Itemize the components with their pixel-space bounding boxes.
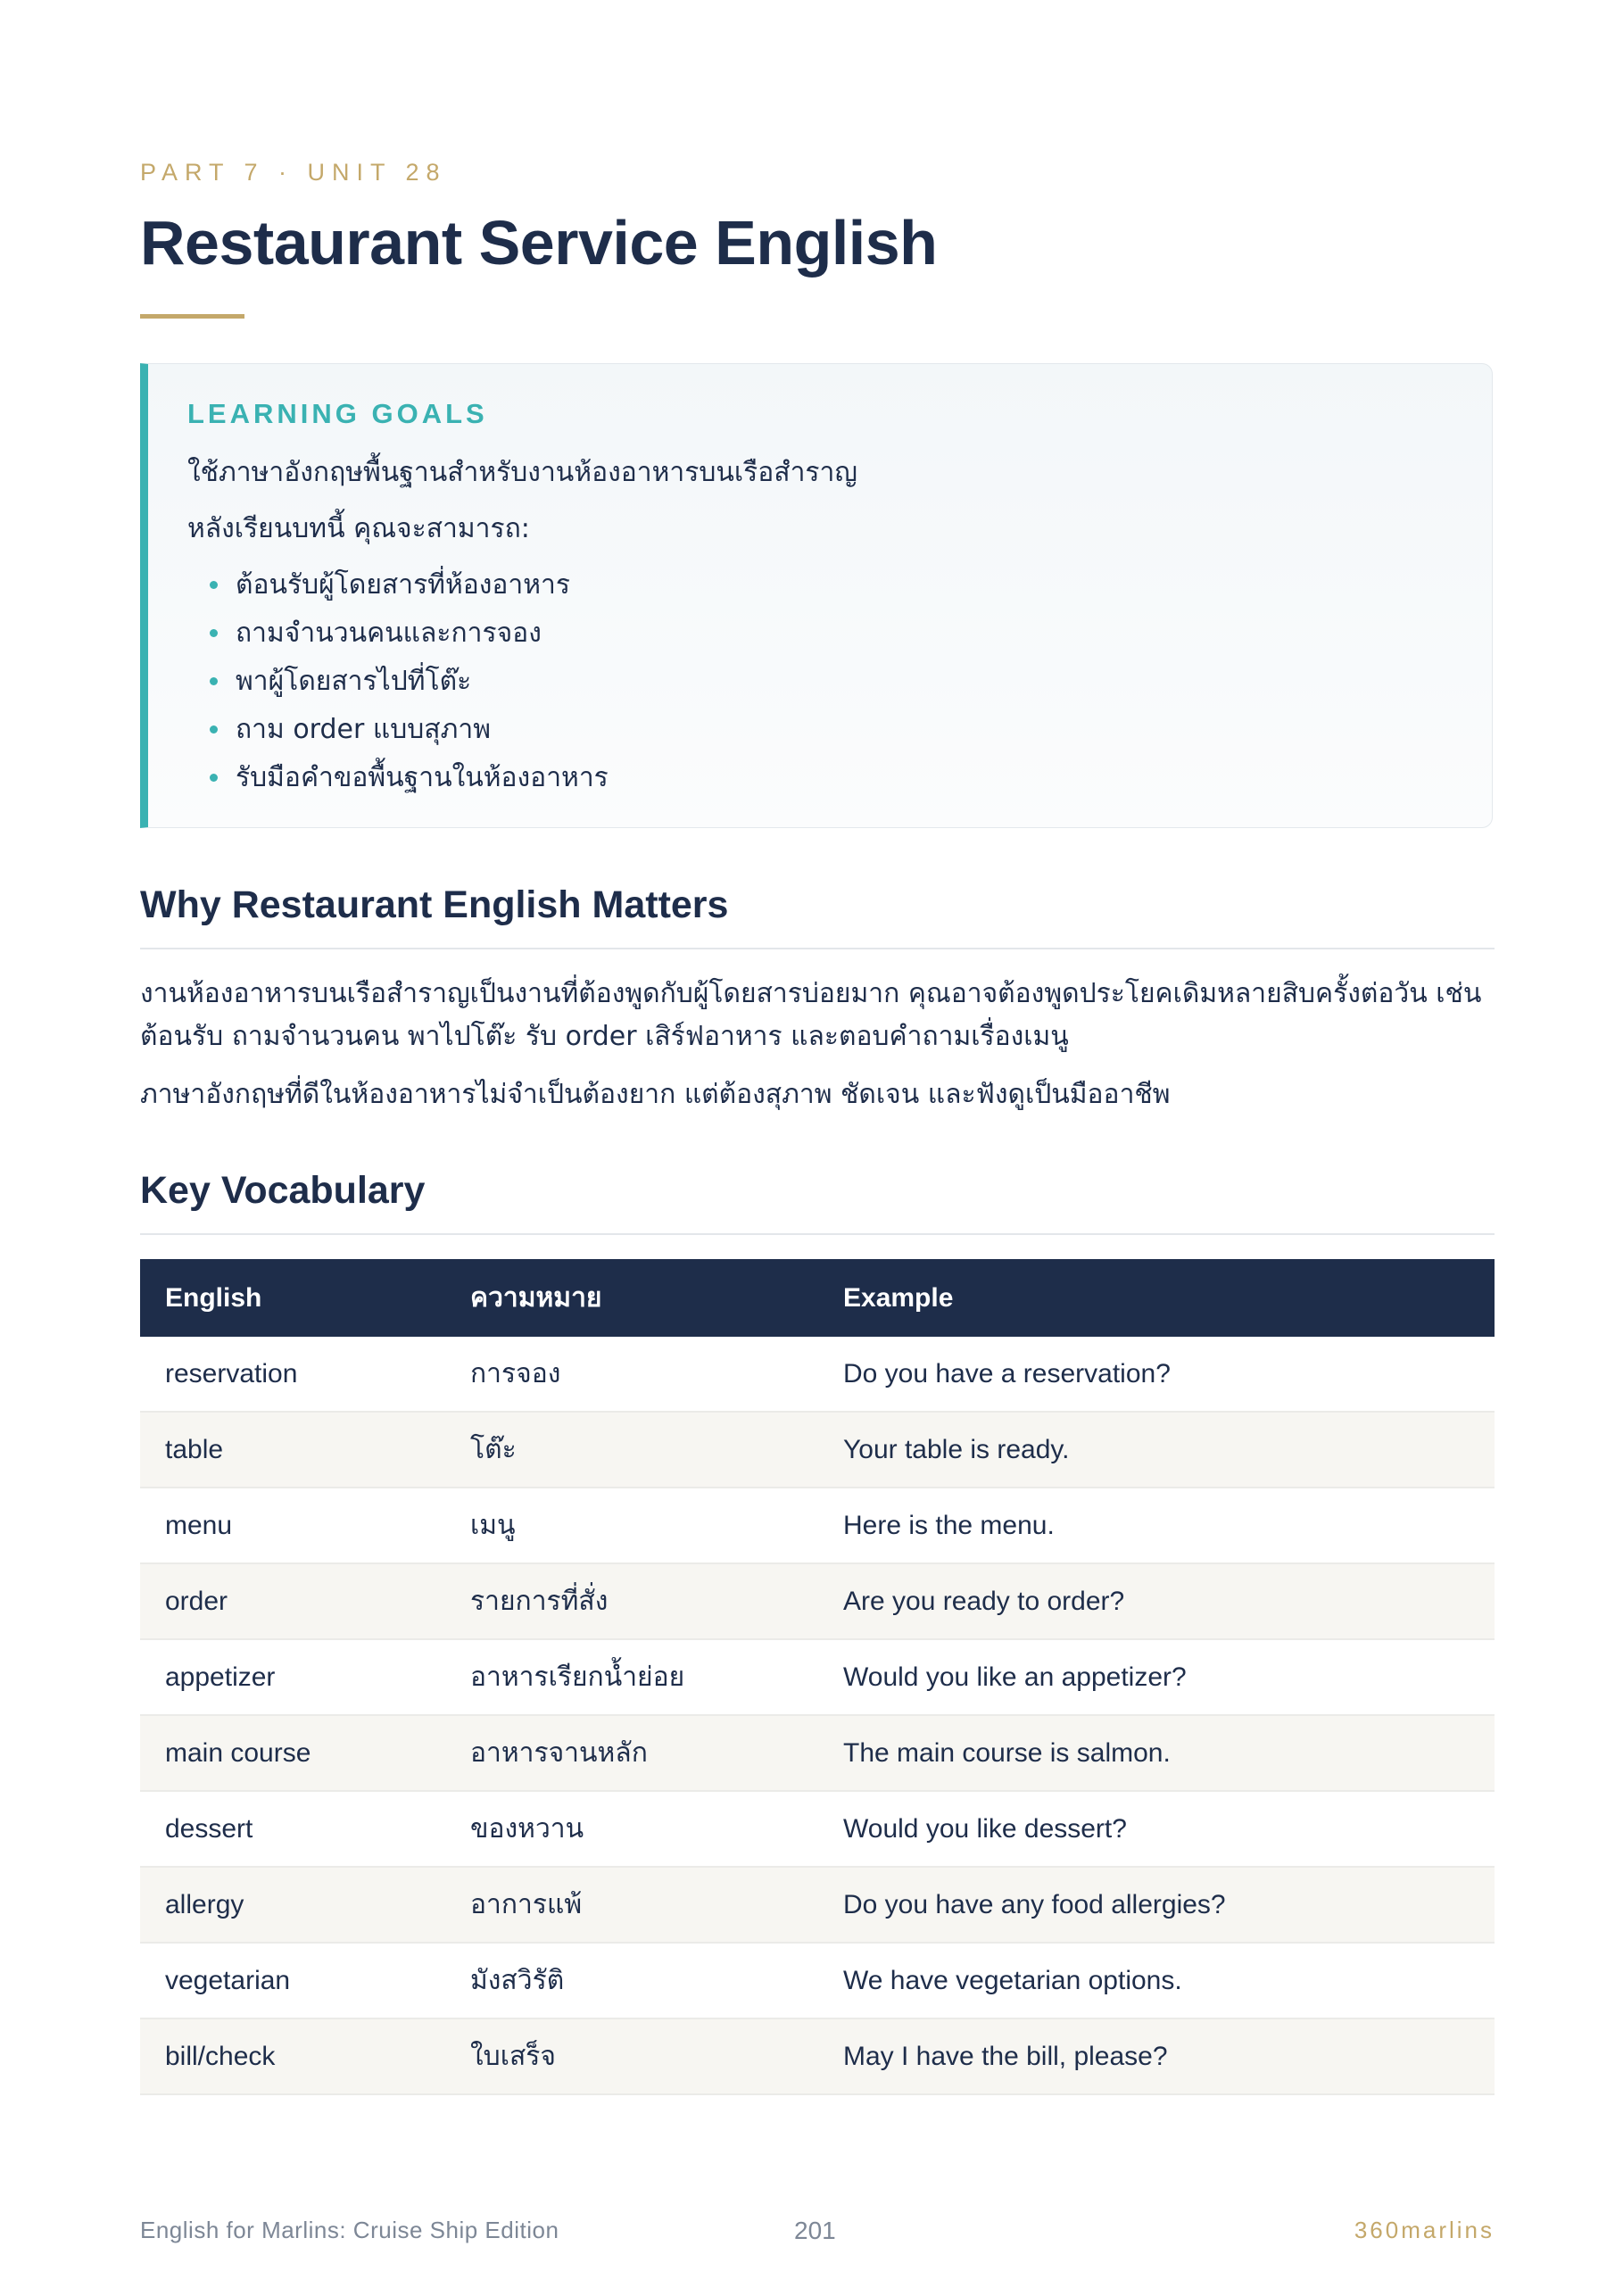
table-row [140, 1412, 1495, 1488]
list-item: ถามจำนวนคนและการจอง [187, 609, 609, 657]
bullet-dot-icon [210, 774, 218, 782]
table-row [140, 1563, 1495, 1639]
cell-english: table [140, 1412, 445, 1488]
bullet-dot-icon [210, 581, 218, 589]
cell-meaning: เมนู [445, 1488, 818, 1563]
cell-example: We have vegetarian options. [818, 1943, 1495, 2018]
table-row [140, 1943, 1495, 2018]
why-section-divider [140, 948, 1495, 949]
cell-example: The main course is salmon. [818, 1715, 1495, 1791]
list-item: พาผู้โดยสารไปที่โต๊ะ [187, 657, 609, 705]
learning-goals-intro: ใช้ภาษาอังกฤษพื้นฐานสำหรับงานห้องอาหารบนเรือสำราญ [187, 457, 857, 488]
cell-example: Are you ready to order? [818, 1563, 1495, 1639]
cell-meaning: ใบเสร็จ [445, 2018, 818, 2094]
part-unit-label: PART 7 · UNIT 28 [140, 159, 447, 186]
cell-example: Your table is ready. [818, 1412, 1495, 1488]
list-item: ถาม order แบบสุภาพ [187, 705, 609, 753]
cell-english: vegetarian [140, 1943, 445, 2018]
bullet-dot-icon [210, 629, 218, 637]
table-row [140, 1639, 1495, 1715]
table-row [140, 1337, 1495, 1412]
vocab-section-divider [140, 1233, 1495, 1235]
footer-page-number: 201 [794, 2217, 836, 2244]
vocabulary-table [140, 1259, 1495, 2095]
learning-goals-box [140, 363, 1493, 828]
column-header-meaning: ความหมาย [445, 1259, 818, 1337]
table-header-row [140, 1259, 1495, 1337]
table-row [140, 2018, 1495, 2094]
why-section-title: Why Restaurant English Matters [140, 883, 729, 926]
list-item: ต้อนรับผู้โดยสารที่ห้องอาหาร [187, 560, 609, 609]
cell-english: bill/check [140, 2018, 445, 2094]
cell-english: menu [140, 1488, 445, 1563]
bullet-dot-icon [210, 725, 218, 734]
table-row [140, 1791, 1495, 1867]
why-paragraph-1 [140, 973, 1495, 1058]
cell-meaning: ของหวาน [445, 1791, 818, 1867]
column-header-english: English [140, 1259, 445, 1337]
cell-english: main course [140, 1715, 445, 1791]
cell-meaning: รายการที่สั่ง [445, 1563, 818, 1639]
cell-meaning: อาการแพ้ [445, 1867, 818, 1943]
vocab-section-title: Key Vocabulary [140, 1169, 426, 1212]
why-paragraph-2: ภาษาอังกฤษที่ดีในห้องอาหารไม่จำเป็นต้องยาก แต่ต้องสุภาพ ชัดเจน และฟังดูเป็นมืออาชีพ [140, 1079, 1171, 1110]
footer-brand: 360marlins [1354, 2217, 1495, 2243]
cell-meaning: อาหารจานหลัก [445, 1715, 818, 1791]
bullet-dot-icon [210, 677, 218, 685]
cell-example: Do you have a reservation? [818, 1337, 1495, 1412]
page-title: Restaurant Service English [140, 208, 938, 278]
table-row [140, 1715, 1495, 1791]
cell-example: May I have the bill, please? [818, 2018, 1495, 2094]
footer-book-title: English for Marlins: Cruise Ship Edition [140, 2217, 559, 2243]
cell-meaning: การจอง [445, 1337, 818, 1412]
learning-goals-heading: LEARNING GOALS [187, 398, 488, 429]
why-paragraph-1-line-2: ต้อนรับ ถามจำนวนคน พาไปโต๊ะ รับ order เสิร์ฟอาหาร และตอบคำถามเรื่องเมนู [140, 1021, 1069, 1052]
cell-english: reservation [140, 1337, 445, 1412]
cell-english: allergy [140, 1867, 445, 1943]
list-item: รับมือคำขอพื้นฐานในห้องอาหาร [187, 753, 609, 801]
why-paragraph-1-line-1: งานห้องอาหารบนเรือสำราญเป็นงานที่ต้องพูดกับผู้โดยสารบ่อยมาก คุณอาจต้องพูดประโยคเดิมหลายสิบครั้งต่อวัน เช่น [140, 978, 1482, 1009]
cell-example: Would you like dessert? [818, 1791, 1495, 1867]
table-row [140, 1867, 1495, 1943]
cell-meaning: อาหารเรียกน้ำย่อย [445, 1639, 818, 1715]
learning-goals-list [187, 560, 609, 801]
document-page [140, 0, 1495, 2296]
cell-meaning: โต๊ะ [445, 1412, 818, 1488]
learning-goals-lead: หลังเรียนบทนี้ คุณจะสามารถ: [187, 513, 530, 544]
cell-meaning: มังสวิรัติ [445, 1943, 818, 2018]
cell-example: Do you have any food allergies? [818, 1867, 1495, 1943]
cell-english: dessert [140, 1791, 445, 1867]
cell-example: Here is the menu. [818, 1488, 1495, 1563]
cell-english: appetizer [140, 1639, 445, 1715]
title-underline [140, 314, 244, 319]
cell-english: order [140, 1563, 445, 1639]
table-row [140, 1488, 1495, 1563]
column-header-example: Example [818, 1259, 1495, 1337]
cell-example: Would you like an appetizer? [818, 1639, 1495, 1715]
